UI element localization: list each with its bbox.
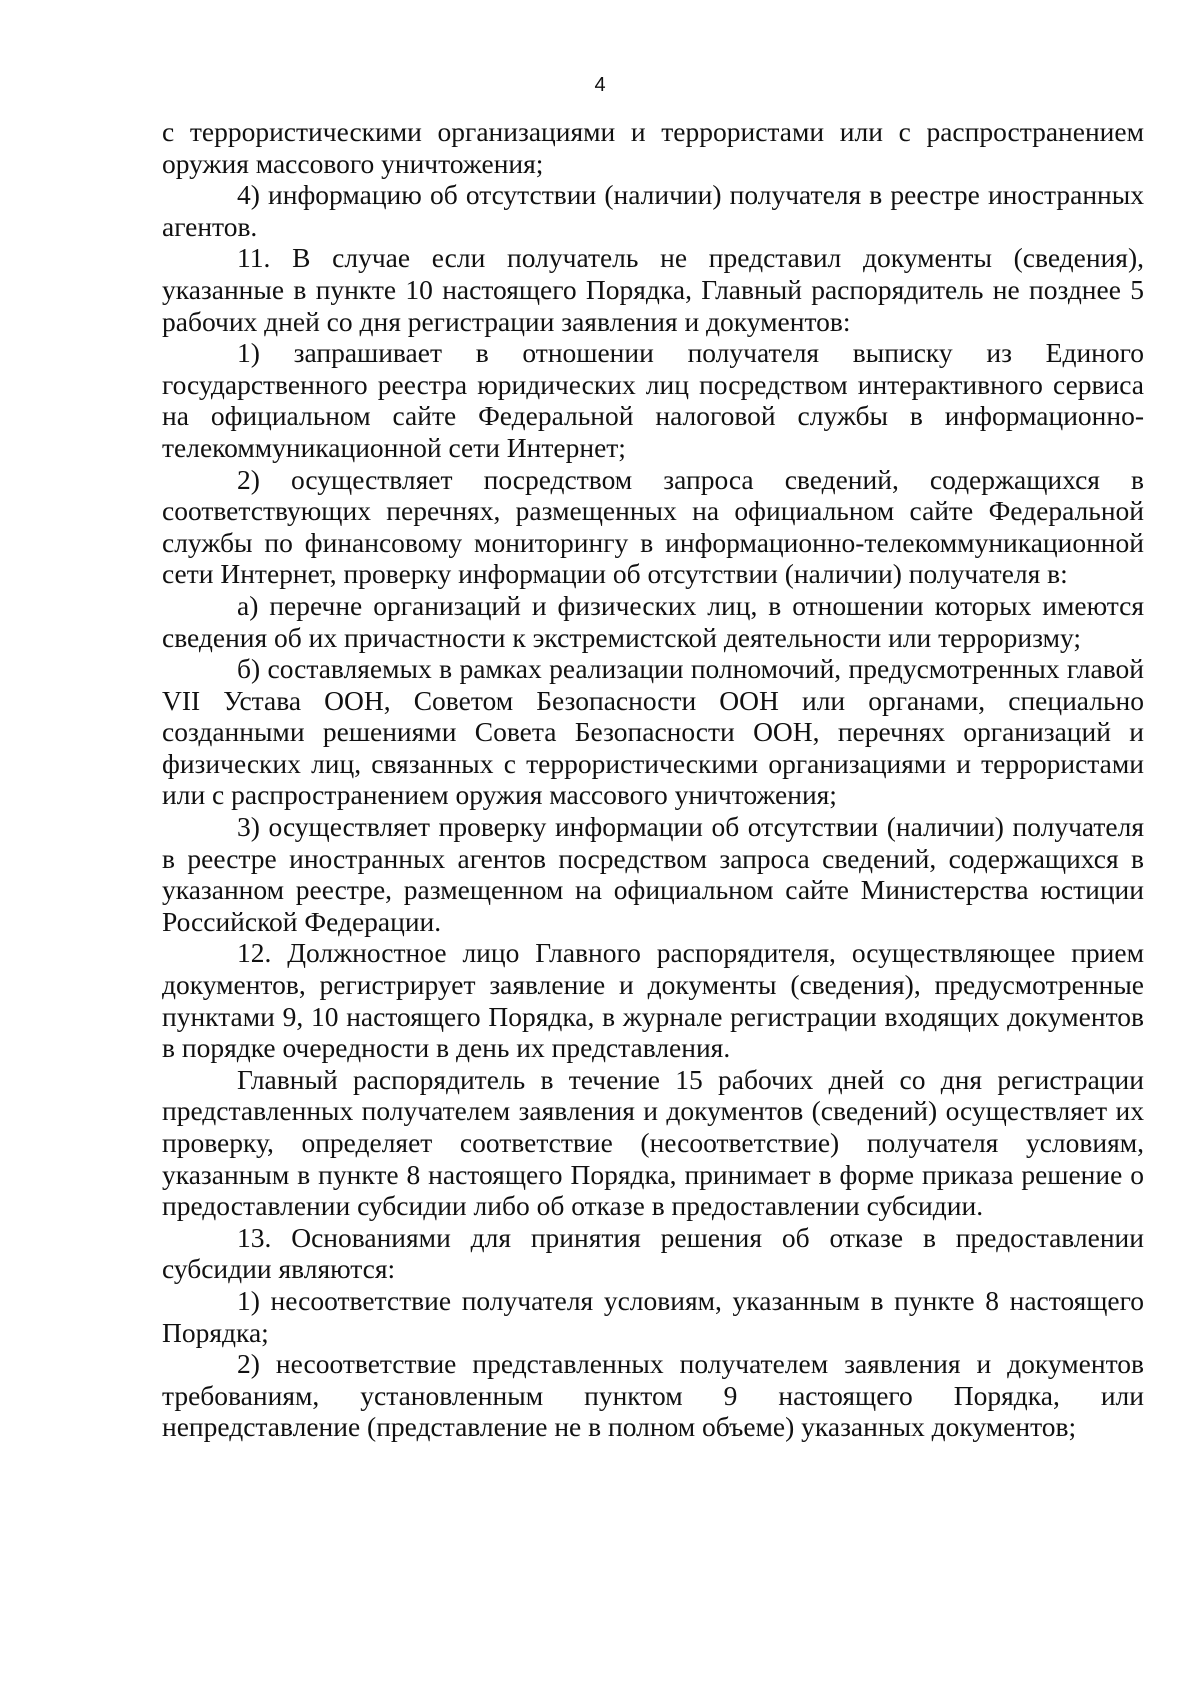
paragraph-clause-11-item-2: 2) осуществляет посредством запроса сведений, содержащихся в соответствующих перечнях, размещенных на официальном сайте Федеральной службы по финансовому мониторингу в информационно-телекоммуникационной сети Интернет, проверку информации об отсутствии (наличии) получателя в: [162, 463, 1144, 590]
paragraph-clause-13-item-2: 2) несоответствие представленных получателем заявления и документов требованиям, установленным пунктом 9 настоящего Порядка, или непредставление (представление не в полном объеме) указанных документов; [162, 1348, 1144, 1443]
paragraph-clause-13: 13. Основаниями для принятия решения об отказе в предоставлении субсидии являются: [162, 1221, 1144, 1285]
paragraph-clause-11-item-3: 3) осуществляет проверку информации об отсутствии (наличии) получателя в реестре иностранных агентов посредством запроса сведений, содержащихся в указанном реестре, размещенном на официальном сайте Министерства юстиции Российской Федерации. [162, 811, 1144, 937]
paragraph-clause-11-item-1: 1) запрашивает в отношении получателя выписку из Единого государственного реестра юридических лиц посредством интерактивного сервиса на официальном сайте Федеральной налоговой службы в информационно-телекоммуникационной сети Интернет; [162, 337, 1144, 463]
paragraph-clause-11: 11. В случае если получатель не представил документы (сведения), указанные в пункте 10 настоящего Порядка, Главный распорядитель не позднее 5 рабочих дней со дня регистрации заявления и документов: [162, 242, 1144, 337]
paragraph-item-4: 4) информацию об отсутствии (наличии) получателя в реестре иностранных агентов. [162, 179, 1144, 242]
paragraph-clause-12: 12. Должностное лицо Главного распорядителя, осуществляющее прием документов, регистрирует заявление и документы (сведения), предусмотренные пунктами 9, 10 настоящего Порядка, в журнале регистрации входящих документов в порядке очередности в день их представления. [162, 937, 1144, 1064]
paragraph-clause-12-continued: Главный распорядитель в течение 15 рабочих дней со дня регистрации представленных получателем заявления и документов (сведений) осуществляет их проверку, определяет соответствие (несоответствие) получателя условиям, указанным в пункте 8 настоящего Порядка, принимает в форме приказа решение о предоставлении субсидии либо об отказе в предоставлении субсидии. [162, 1063, 1144, 1222]
paragraph-subitem-a: а) перечне организаций и физических лиц, в отношении которых имеются сведения об их причастности к экстремистской деятельности или терроризму; [162, 589, 1144, 653]
paragraph-clause-13-item-1: 1) несоответствие получателя условиям, указанным в пункте 8 настоящего Порядка; [162, 1284, 1144, 1348]
paragraph-continuation: с террористическими организациями и террористами или с распространением оружия массового уничтожения; [162, 116, 1144, 179]
document-body [162, 116, 1144, 1443]
page-number: 4 [594, 74, 606, 96]
paragraph-subitem-b: б) составляемых в рамках реализации полномочий, предусмотренных главой VII Устава ООН, Советом Безопасности ООН или органами, специально созданными решениями Совета Безопасности ООН, перечнях организаций и физических лиц, связанных с террористическими организациями и террористами или с распространением оружия массового уничтожения; [162, 653, 1144, 811]
